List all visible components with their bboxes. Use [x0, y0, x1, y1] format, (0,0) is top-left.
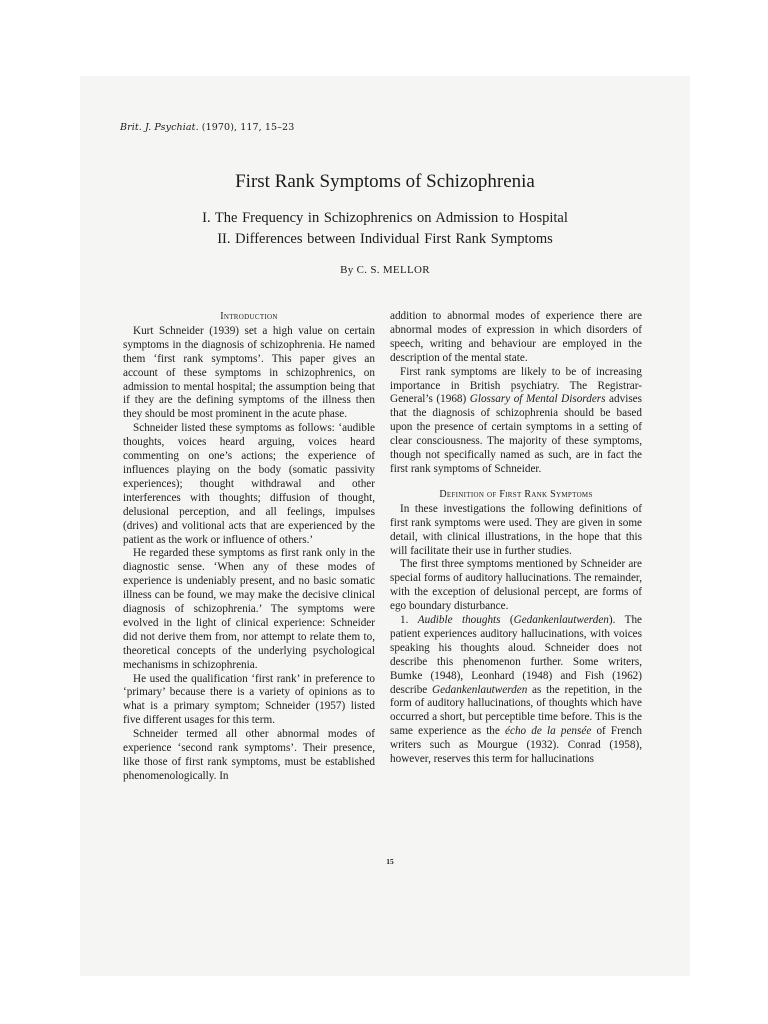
- paragraph: In these investigations the following definitions of first rank symptoms were used. They are given in some detail, with clinical illustrations, in the hope that this will facilitate their use in further studies.: [390, 502, 642, 557]
- paragraph: He regarded these symptoms as first rank only in the diagnostic sense. ‘When any of these modes of experience is undeniably present, and no basic somatic illness can be found, we may make the decisive clinical diagnosis of schizophrenia.’ The symptoms were evolved in the light of clinical experience: Schneider did not derive them from, nor attempt to relate them to, theoretical concepts of the underlying psychological mechanisms in schizophrenia.: [123, 547, 375, 671]
- right-column: [390, 310, 642, 767]
- text-run: ). The patient experiences auditory hallucinations, with voices speaking his thoughts aloud. Schneider does not describe this phenomenon further. Some writers, Bumke (1948), Leonhard (1948) and Fish (1962) describe: [390, 614, 643, 696]
- german-term: Gedankenlautwerden: [513, 614, 609, 627]
- french-term: écho de la pensée: [505, 725, 592, 738]
- subtitle-2: II. Differences between Individual First Rank Symptoms: [217, 231, 553, 247]
- subtitle-1: I. The Frequency in Schizophrenics on Admission to Hospital: [202, 210, 568, 226]
- paragraph: [390, 366, 642, 477]
- page-number: 15: [386, 857, 394, 866]
- paragraph-continued: addition to abnormal modes of experience there are abnormal modes of expression in which disorders of speech, writing and behaviour are employed in the description of the mental state.: [390, 310, 642, 364]
- journal-citation: [120, 122, 294, 133]
- text-run: First rank symptoms are likely to be of increasing importance in British psychiatry. The Registrar-General’s (1968): [390, 365, 642, 406]
- paragraph: Schneider listed these symptoms as follows: ‘audible thoughts, voices heard arguing, voices heard commenting on one’s actions; the experience of influences playing on the body (somatic passivity experiences); thought withdrawal and other interferences with thoughts; diffusion of thought, delusional perception, and all feelings, impulses (drives) and volitional acts that are experienced by the patient as the work or influence of others.’: [123, 422, 375, 546]
- paragraph: Schneider termed all other abnormal modes of experience ‘second rank symptoms’. Their presence, like those of first rank symptoms, must be established phenomenologically. In: [123, 728, 375, 782]
- section-heading-definition: Definition of First Rank Symptoms: [439, 488, 593, 500]
- paragraph-audible-thoughts: [390, 614, 642, 767]
- journal-name: Brit. J. Psychiat.: [120, 122, 199, 133]
- paragraph: The first three symptoms mentioned by Schneider are special forms of auditory hallucinations. The remainder, with the exception of delusional percept, are forms of ego boundary disturbance.: [390, 558, 642, 613]
- symptom-name: Audible thoughts: [417, 614, 501, 627]
- text-run: of French writers such as Mourgue (1932). Conrad (1958), however, reserves this term for hallucinations: [390, 725, 642, 766]
- author-line: By C. S. MELLOR: [340, 264, 430, 276]
- german-term: Gedankenlautwerden: [432, 683, 528, 696]
- paragraph: He used the qualification ‘first rank’ in preference to ‘primary’ because there is a variety of opinions as to what is a primary symptom; Schneider (1957) listed five different usages for this term.: [123, 672, 375, 727]
- paragraph: Kurt Schneider (1939) set a high value on certain symptoms in the diagnosis of schizophrenia. He named them ‘first rank symptoms’. This paper gives an account of these symptoms in schizophrenics, on admission to mental hospital; the assumption being that if they are the defining symptoms of the illness then they should be most prominent in the acute phase.: [123, 324, 375, 421]
- text-run: as the repetition, in the form of auditory hallucinations, of thoughts which have occurred a short, but perceptible time before. This is the same experience as the: [390, 683, 642, 738]
- text-run: (: [500, 614, 514, 627]
- section-heading-introduction: Introduction: [220, 311, 278, 322]
- citation-details: (1970), 117, 15–23: [198, 122, 295, 133]
- glossary-title: Glossary of Mental Disorders: [469, 393, 606, 406]
- left-column: [123, 310, 375, 784]
- text-run: 1.: [400, 614, 418, 627]
- paper-title: First Rank Symptoms of Schizophrenia: [235, 171, 535, 192]
- text-run: advises that the diagnosis of schizophrenia should be based upon the presence of certain symptoms in a setting of clear consciousness. The majority of these symptoms, though not specifically named as such, are in fact the first rank symptoms of Schneider.: [390, 393, 642, 475]
